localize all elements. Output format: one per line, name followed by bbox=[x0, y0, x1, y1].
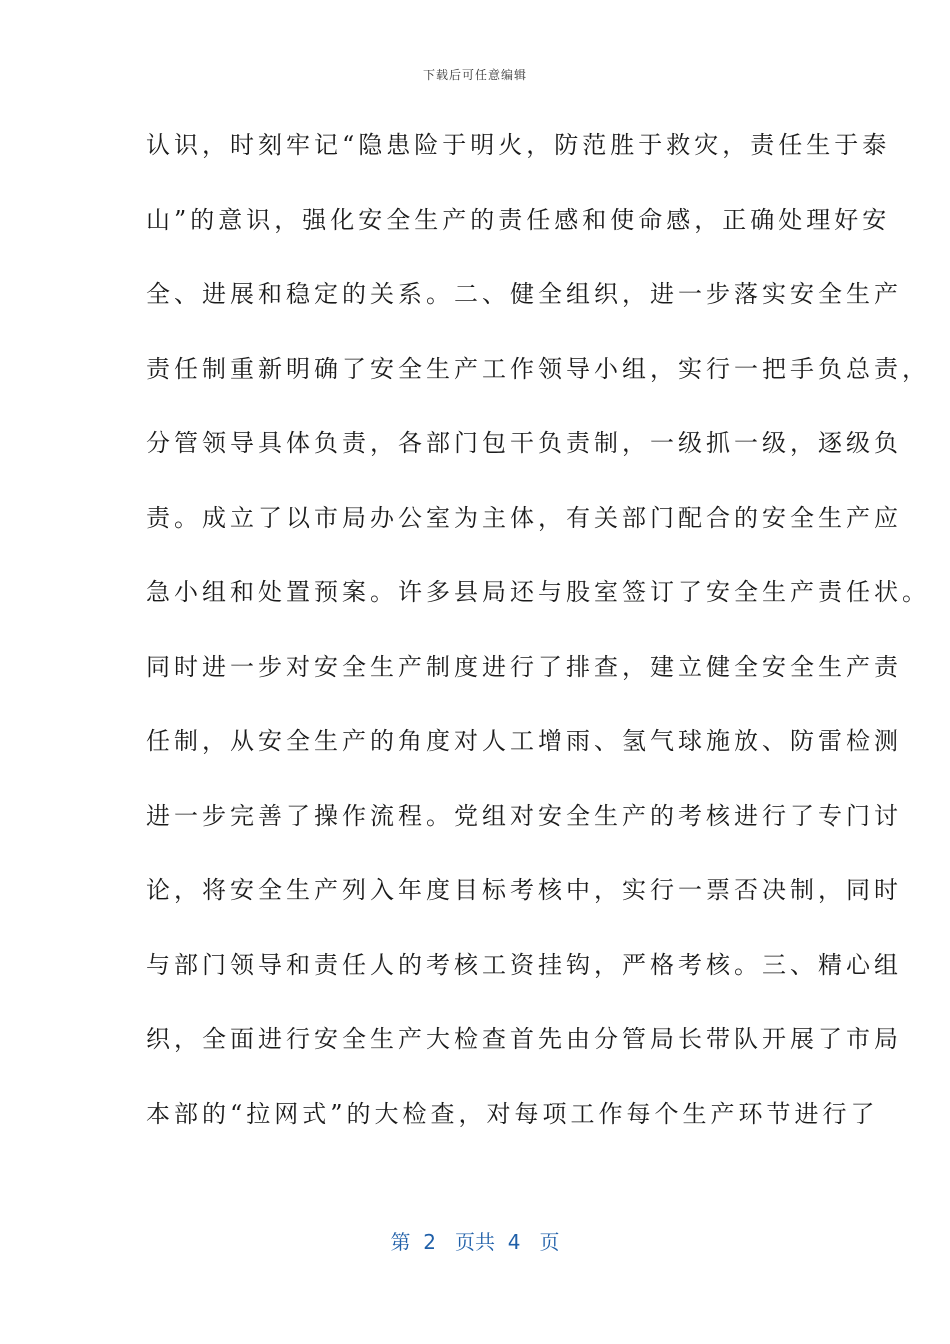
text-line: 认识，时刻牢记“隐患险于明火，防范胜于救灾，责任生于泰 bbox=[146, 131, 891, 159]
text-line: 本部的“拉网式”的大检查，对每项工作每个生产环节进行了 bbox=[146, 1099, 879, 1128]
text-line: 织，全面进行安全生产大检查首先由分管局长带队开展了市局 bbox=[146, 1025, 902, 1053]
document-body bbox=[146, 120, 930, 1163]
text-line: 论，将安全生产列入年度目标考核中，实行一票否决制，同时 bbox=[146, 876, 902, 904]
text-line: 与部门领导和责任人的考核工资挂钩，严格考核。三、精心组 bbox=[146, 950, 902, 979]
text-line: 进一步完善了操作流程。党组对安全生产的考核进行了专门讨 bbox=[146, 801, 902, 830]
page-header: 下载后可任意编辑 bbox=[422, 68, 527, 82]
text-line: 任制，从安全生产的角度对人工增雨、氢气球施放、防雷检测 bbox=[146, 727, 902, 755]
page-number-footer: 第 2 页共 4 页 bbox=[390, 1230, 560, 1254]
text-line: 责任制重新明确了安全生产工作领导小组，实行一把手负总责， bbox=[146, 354, 930, 383]
text-line: 同时进一步对安全生产制度进行了排查，建立健全安全生产责 bbox=[146, 652, 902, 681]
text-line: 全、进展和稳定的关系。二、健全组织，进一步落实安全生产 bbox=[146, 280, 902, 308]
text-line: 山”的意识，强化安全生产的责任感和使命感，正确处理好安 bbox=[146, 205, 891, 234]
text-line: 分管领导具体负责，各部门包干负责制，一级抓一级，逐级负 bbox=[146, 429, 902, 457]
text-line: 急小组和处置预案。许多县局还与股室签订了安全生产责任状。 bbox=[146, 578, 930, 606]
text-line: 责。成立了以市局办公室为主体，有关部门配合的安全生产应 bbox=[146, 503, 902, 532]
